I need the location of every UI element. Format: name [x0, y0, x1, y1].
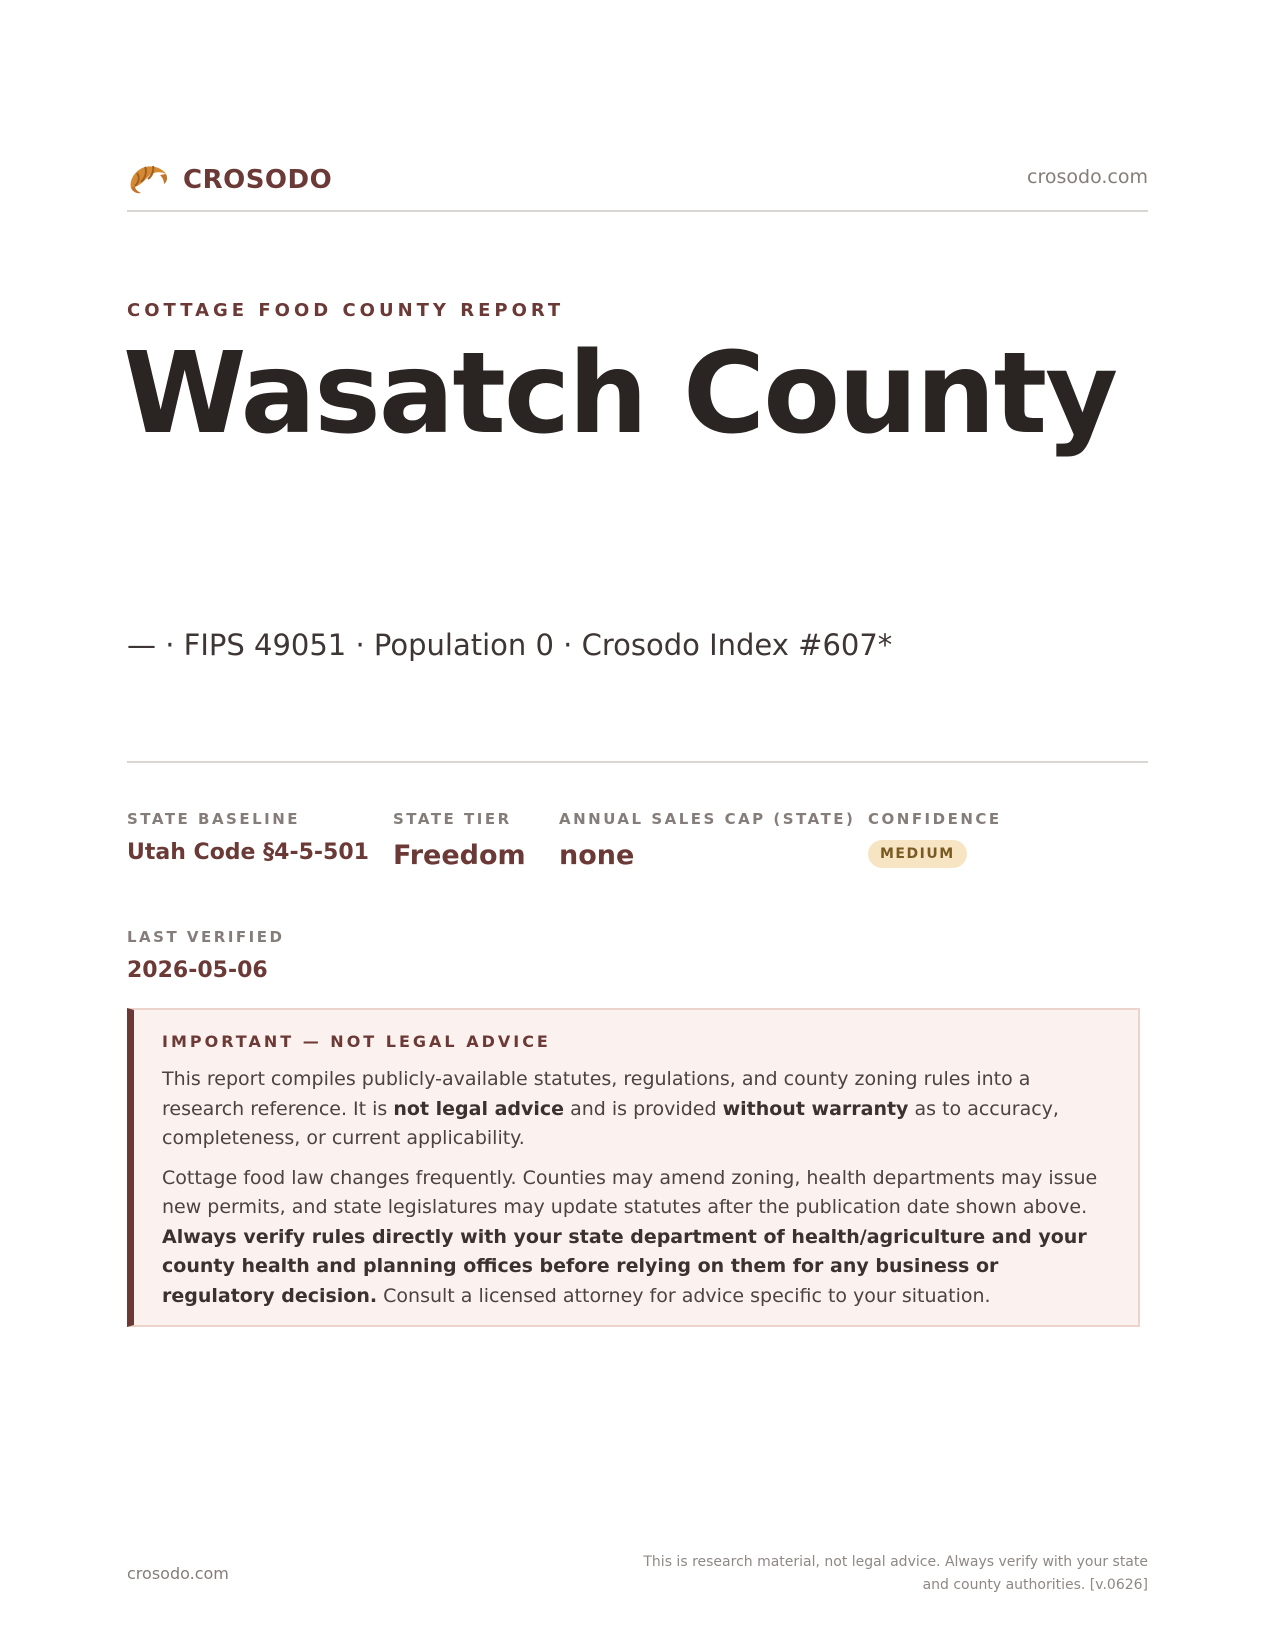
footer-disclaimer	[588, 1551, 1148, 1597]
brand-name: CROSODO	[183, 165, 333, 195]
legal-notice	[127, 1008, 1140, 1327]
confidence-badge: MEDIUM	[868, 840, 967, 868]
stat-label: STATE BASELINE	[127, 810, 301, 828]
page-header	[127, 150, 1148, 212]
stat-annual-sales-cap	[559, 810, 855, 871]
stat-value: Utah Code §4-5-501	[127, 840, 369, 865]
footer-disclaimer-line: This is research material, not legal advice. Always verify with your state	[643, 1554, 1148, 1570]
notice-title: IMPORTANT — NOT LEGAL ADVICE	[162, 1032, 551, 1051]
notice-text: Cottage food law changes frequently. Counties may amend zoning, health departments may issue new permits, and state legislatures may update statutes after the publication date shown above.	[162, 1166, 1098, 1218]
notice-paragraph	[162, 1065, 1112, 1154]
header-site-link[interactable]: crosodo.com	[1027, 166, 1148, 188]
stat-label: STATE TIER	[393, 810, 512, 828]
stat-value: Freedom	[393, 840, 526, 871]
stat-label: ANNUAL SALES CAP (STATE)	[559, 810, 856, 828]
page-title: Wasatch County	[123, 329, 1117, 459]
stat-last-verified	[127, 928, 284, 983]
notice-emphasis: not legal advice	[393, 1097, 565, 1120]
notice-paragraph	[162, 1164, 1112, 1312]
stat-value: none	[559, 840, 635, 871]
stat-state-tier	[393, 810, 526, 871]
notice-emphasis: Always verify rules directly with your state department of health/agriculture and your county health and planning offices before relying on them for any business or regulatory decision.	[162, 1225, 1087, 1307]
footer-site-link[interactable]: crosodo.com	[127, 1564, 229, 1583]
county-meta-line: — · FIPS 49051 · Population 0 · Crosodo Index #607*	[127, 628, 893, 662]
brand[interactable]	[127, 160, 332, 200]
stat-confidence	[868, 810, 1002, 868]
footer-disclaimer-line: and county authorities. [v.0626]	[922, 1577, 1148, 1593]
notice-text: as to accuracy, completeness, or current applicability.	[162, 1097, 1059, 1149]
notice-text: and is provided	[564, 1097, 723, 1120]
divider	[127, 761, 1148, 763]
stat-state-baseline	[127, 810, 369, 865]
notice-emphasis: without warranty	[722, 1097, 909, 1120]
notice-text: Consult a licensed attorney for advice specific to your situation.	[377, 1284, 991, 1307]
report-page	[123, 0, 1148, 1650]
notice-text: This report compiles publicly-available statutes, regulations, and county zoning rules into a research reference. It is	[162, 1068, 1031, 1120]
stat-value: 2026-05-06	[127, 958, 268, 983]
report-eyebrow: COTTAGE FOOD COUNTY REPORT	[127, 300, 565, 321]
stat-label: CONFIDENCE	[868, 810, 1002, 828]
stat-label: LAST VERIFIED	[127, 928, 285, 946]
croissant-icon	[127, 160, 169, 200]
